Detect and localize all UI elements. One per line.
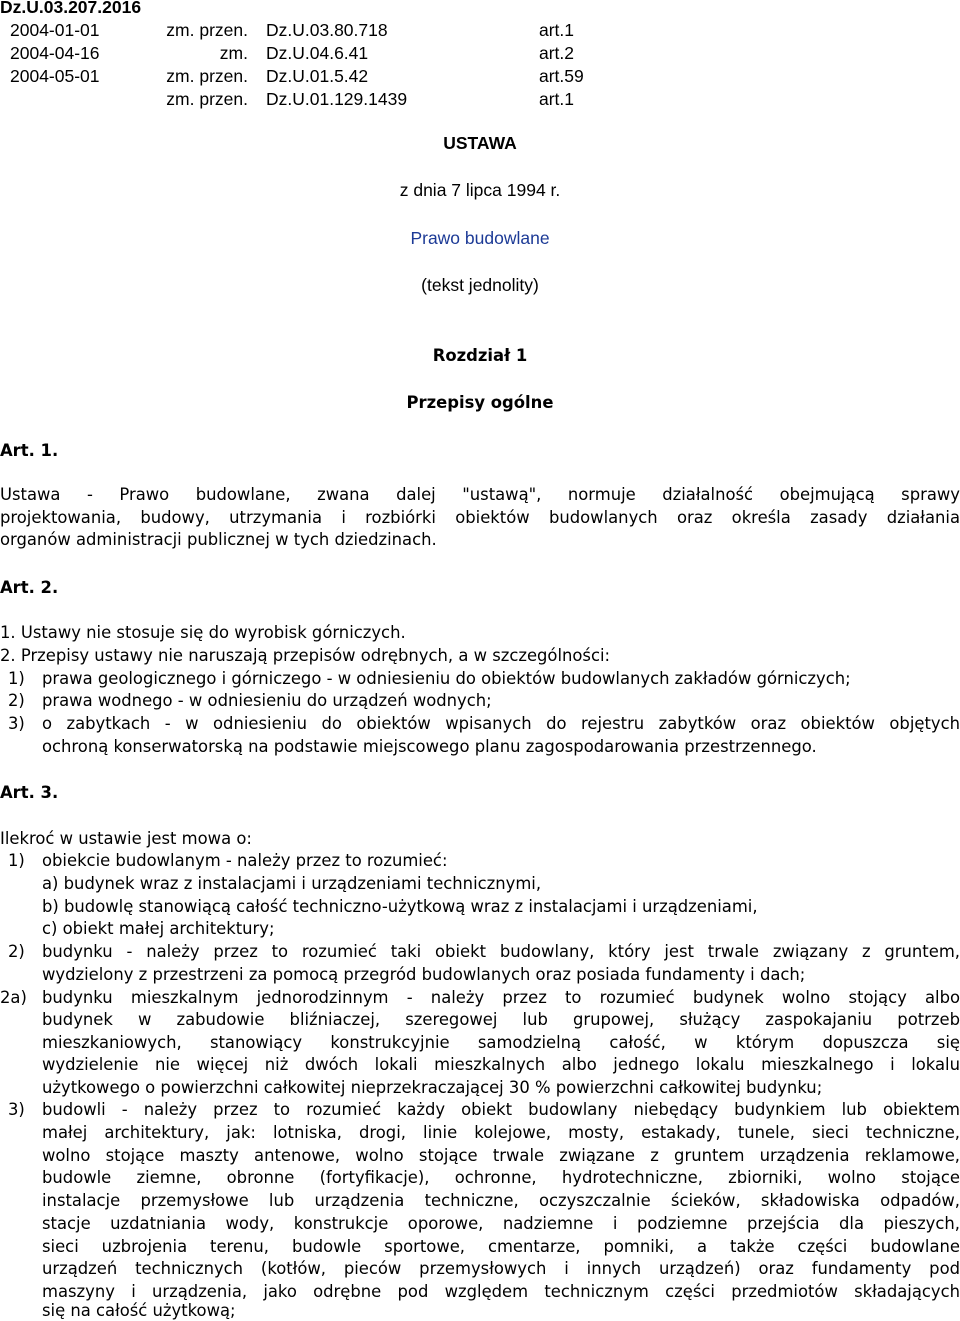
list-number: 2) xyxy=(8,691,25,710)
list-item-text: prawa geologicznego i górniczego - w odniesieniu do obiektów budowlanych zakładów górniczych; xyxy=(42,669,851,688)
list-item-text: urządzeń technicznych (kotłów, pieców przemysłowych i innych urządzeń) oraz fundamenty pod xyxy=(42,1259,960,1278)
list-number: 1) xyxy=(8,669,25,688)
amendment-date: 2004-01-01 xyxy=(10,20,100,40)
list-item-text: użytkowego o powierzchni całkowitej nieprzekraczającej 30 % powierzchni całkowitej budynku; xyxy=(42,1078,823,1097)
paragraph: Ilekroć w ustawie jest mowa o: xyxy=(0,829,252,848)
paragraph-line: organów administracji publicznej w tych dziedzinach. xyxy=(0,530,437,549)
sublist-item: a) budynek wraz z instalacjami i urządzeniami technicznymi, xyxy=(42,874,542,893)
amendment-art: art.1 xyxy=(539,89,575,109)
amendment-row xyxy=(10,43,599,63)
list-number: 3) xyxy=(8,1100,25,1119)
list-item-text: o zabytkach - w odniesieniu do obiektów wpisanych do rejestru zabytków oraz obiektów objętych xyxy=(42,714,960,733)
amendment-date: 2004-04-16 xyxy=(10,43,100,63)
list-item-text: instalacje przemysłowe lub urządzenia techniczne, oczyszczalnie ścieków, składowiska odpadów, xyxy=(42,1191,960,1210)
act-type-heading: USTAWA xyxy=(443,133,517,153)
amendment-row xyxy=(10,89,599,109)
list-item-text: budynek w zabudowie bliźniaczej, szeregowej lub grupowej, służący zaspokajaniu potrzeb xyxy=(42,1010,960,1029)
amendment-row xyxy=(10,20,599,40)
act-note: (tekst jednolity) xyxy=(421,275,539,295)
list-item-text: małej architektury, jak: lotniska, drogi, linie kolejowe, mosty, estakady, tunele, sieci techniczne, xyxy=(42,1123,960,1142)
list-item-text: mieszkaniowych, stanowiący konstrukcyjnie samodzielną całość, w którym dopuszcza się xyxy=(42,1033,960,1052)
list-item-text: budowli - należy przez to rozumieć każdy obiekt budowlany niebędący budynkiem lub obiektem xyxy=(42,1100,960,1119)
list-item-text: budynku - należy przez to rozumieć taki obiekt budowlany, który jest trwale związany z gruntem, xyxy=(42,942,960,961)
act-date: z dnia 7 lipca 1994 r. xyxy=(399,180,561,200)
list-item-text: prawa wodnego - w odniesieniu do urządzeń wodnych; xyxy=(42,691,492,710)
list-item-text: budowle ziemne, obronne (fortyfikacje), ochronne, hydrotechniczne, zbiorniki, wolno stojące xyxy=(42,1168,960,1187)
list-item-text: wolno stojące maszty antenowe, wolno stojące trwale związane z gruntem urządzenia reklamowe, xyxy=(42,1146,960,1165)
amendment-ref: Dz.U.03.80.718 xyxy=(266,20,388,40)
list-number: 2a) xyxy=(0,988,27,1007)
chapter-title: Przepisy ogólne xyxy=(406,393,554,412)
amendment-ref: Dz.U.01.5.42 xyxy=(266,66,369,86)
amendment-ref: Dz.U.01.129.1439 xyxy=(266,89,408,109)
paragraph: 2. Przepisy ustawy nie naruszają przepisów odrębnych, a w szczególności: xyxy=(0,646,611,665)
sublist-item: c) obiekt małej architektury; xyxy=(42,919,275,938)
amendment-type: zm. przen. xyxy=(166,66,248,86)
article-heading: Art. 1. xyxy=(0,441,59,460)
amendment-ref: Dz.U.04.6.41 xyxy=(266,43,369,63)
amendment-type: zm. xyxy=(219,43,248,63)
sublist-item: b) budowlę stanowiącą całość techniczno-użytkową wraz z instalacjami i urządzeniami, xyxy=(42,897,758,916)
paragraph-line: Ustawa - Prawo budowlane, zwana dalej "ustawą", normuje działalność obejmującą sprawy xyxy=(0,485,960,504)
paragraph-line: projektowania, budowy, utrzymania i rozbiórki obiektów budowlanych oraz określa zasady działania xyxy=(0,508,960,527)
amendment-art: art.59 xyxy=(539,66,584,86)
amendment-art: art.2 xyxy=(539,43,575,63)
amendment-row xyxy=(10,66,599,86)
list-item-text: wydzielenie nie więcej niż dwóch lokali mieszkalnych albo jednego lokalu mieszkalnego i lokalu xyxy=(42,1055,960,1074)
list-number: 1) xyxy=(8,851,25,870)
list-item-text: ochroną konserwatorską na podstawie miejscowego planu zagospodarowania przestrzennego. xyxy=(42,737,817,756)
amendment-date: 2004-05-01 xyxy=(10,66,100,86)
chapter-label: Rozdział 1 xyxy=(432,346,528,365)
amendment-type: zm. przen. xyxy=(166,89,248,109)
paragraph: 1. Ustawy nie stosuje się do wyrobisk górniczych. xyxy=(0,623,406,642)
article-heading: Art. 3. xyxy=(0,783,59,802)
list-item-text: budynku mieszkalnym jednorodzinnym - należy przez to rozumieć budynek wolno stojący albo xyxy=(42,988,960,1007)
list-number: 2) xyxy=(8,942,25,961)
list-item-text: maszyny i urządzenia, jako odrębne pod względem technicznym części przedmiotów składających xyxy=(42,1282,960,1301)
amendment-type: zm. przen. xyxy=(166,20,248,40)
act-title: Prawo budowlane xyxy=(410,228,550,248)
list-item-text: sieci uzbrojenia terenu, budowle sportowe, cmentarze, pomniki, a także części budowlane xyxy=(42,1237,960,1256)
list-item-text: wydzielony z przestrzeni za pomocą przegród budowlanych oraz posiada fundamenty i dach; xyxy=(42,965,806,984)
article-heading: Art. 2. xyxy=(0,578,59,597)
amendment-art: art.1 xyxy=(539,20,575,40)
list-item-text: się na całość użytkową; xyxy=(42,1301,236,1320)
list-number: 3) xyxy=(8,714,25,733)
list-item-text: stacje uzdatniania wody, konstrukcje oporowe, nadziemne i podziemne przejścia dla pieszych, xyxy=(42,1214,960,1233)
document-id: Dz.U.03.207.2016 xyxy=(0,0,142,17)
list-item-text: obiekcie budowlanym - należy przez to rozumieć: xyxy=(42,851,448,870)
